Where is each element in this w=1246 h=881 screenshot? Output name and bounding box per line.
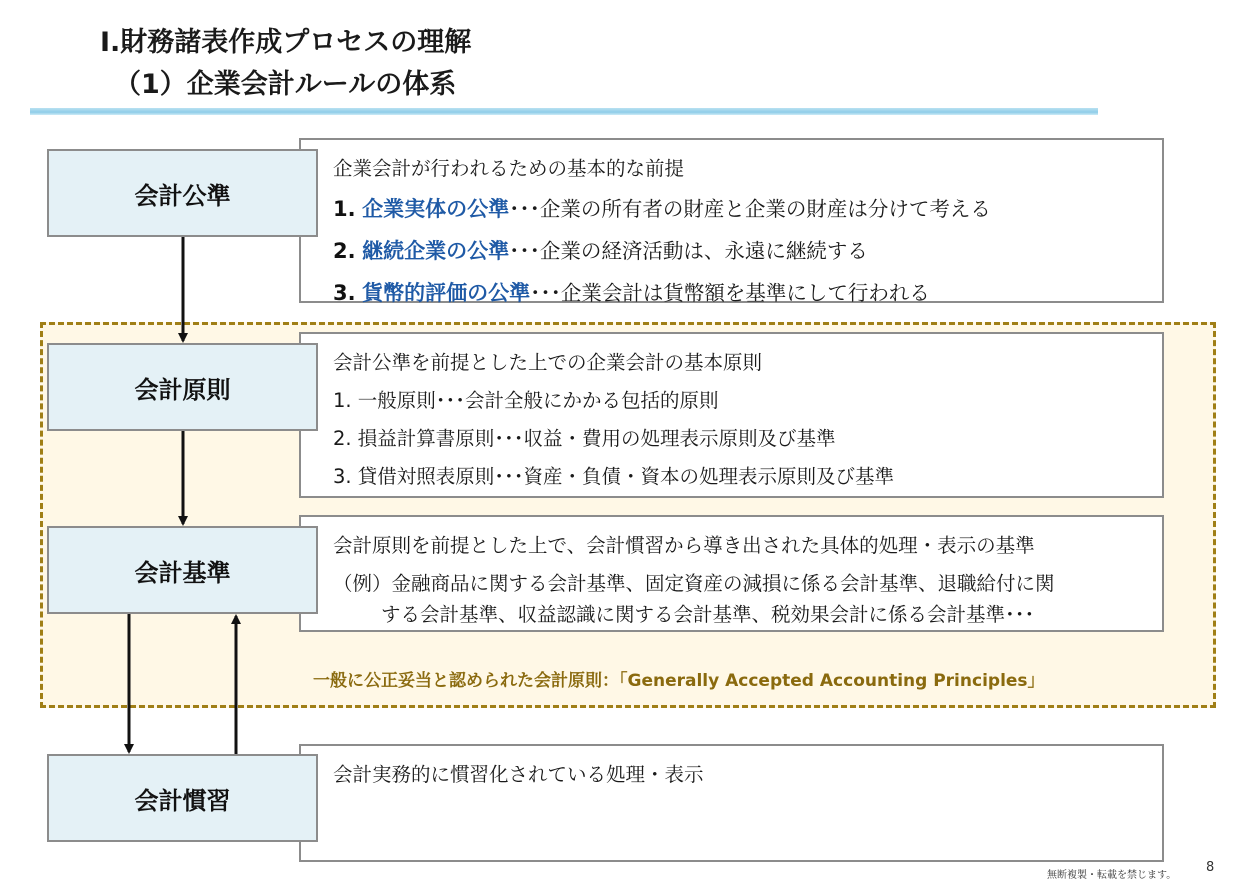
postulate-number: 1.	[333, 197, 356, 221]
postulate-description: ･･･企業会計は貨幣額を基準にして行われる	[530, 281, 930, 305]
postulate-name: 継続企業の公準	[362, 239, 510, 263]
principle-item-3: 3. 貸借対照表原則･･･資産・負債・資本の処理表示原則及び基準	[333, 465, 895, 488]
standards-example-line2: する会計基準、収益認識に関する会計基準、税効果会計に係る会計基準･･･	[381, 603, 1035, 626]
page-number: 8	[1206, 860, 1215, 875]
standards-box: 会計基準	[47, 526, 318, 614]
practices-intro: 会計実務的に慣習化されている処理・表示	[333, 763, 704, 786]
standards-intro: 会計原則を前提とした上で、会計慣習から導き出された具体的処理・表示の基準	[333, 534, 1035, 557]
principle-item-1: 1. 一般原則･･･会計全般にかかる包括的原則	[333, 389, 719, 412]
principles-intro: 会計公準を前提とした上での企業会計の基本原則	[333, 351, 763, 374]
postulate-name: 貨幣的評価の公準	[362, 281, 531, 305]
practices-box: 会計慣習	[47, 754, 318, 842]
slide-subtitle: （1）企業会計ルールの体系	[114, 69, 457, 100]
postulate-name: 企業実体の公準	[362, 197, 510, 221]
postulate-number: 3.	[333, 281, 356, 305]
postulates-box: 会計公準	[47, 149, 318, 237]
principle-item-2: 2. 損益計算書原則･･･収益・費用の処理表示原則及び基準	[333, 427, 836, 450]
gaap-label: 一般に公正妥当と認められた会計原則：「Generally Accepted Accounting Principles」	[313, 671, 1045, 691]
postulate-number: 2.	[333, 239, 356, 263]
postulates-intro: 企業会計が行われるための基本的な前提	[333, 157, 685, 180]
principles-box: 会計原則	[47, 343, 318, 431]
copyright-note: 無断複製・転載を禁じます。	[1047, 870, 1177, 881]
slide-title: Ⅰ.財務諸表作成プロセスの理解	[100, 27, 472, 58]
postulate-description: ･･･企業の経済活動は、永遠に継続する	[509, 239, 868, 263]
standards-example-line1: （例）金融商品に関する会計基準、固定資産の減損に係る会計基準、退職給付に関	[333, 572, 1055, 595]
postulate-description: ･･･企業の所有者の財産と企業の財産は分けて考える	[509, 197, 991, 221]
